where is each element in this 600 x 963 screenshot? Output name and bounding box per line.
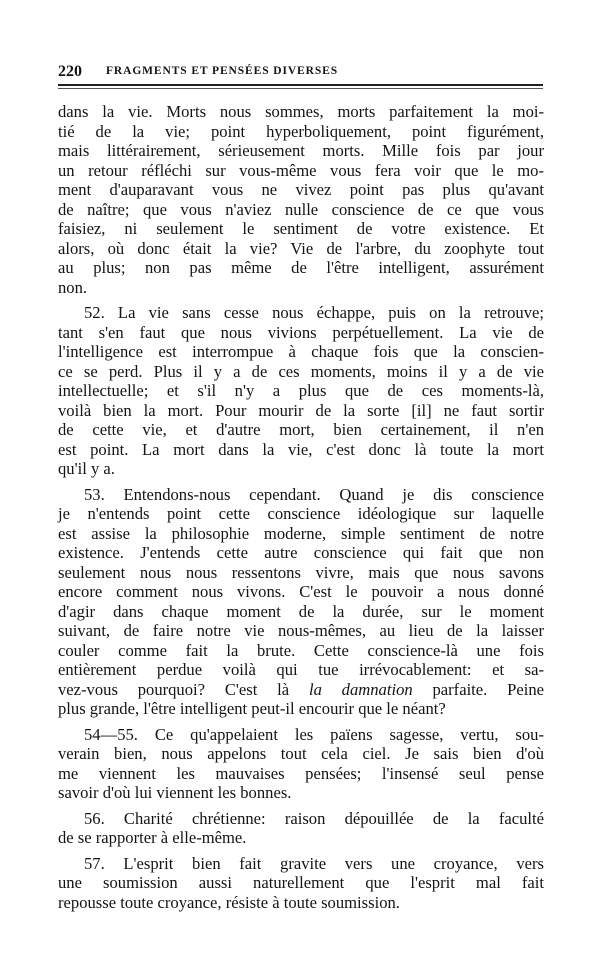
- text-line: je n'entends point cette conscience idéologique sur laquelle: [58, 504, 544, 523]
- emphasis: la damnation: [308, 679, 413, 699]
- text-line: savoir d'où lui viennent les bonnes.: [58, 783, 292, 802]
- running-head: [58, 63, 542, 85]
- text-line: 57. L'esprit bien fait gravite vers une croyance, vers: [84, 853, 544, 873]
- text-line: une soumission aussi naturellement que l'esprit mal fait: [58, 873, 544, 892]
- text-line: de cette vie, et d'autre mort, bien certainement, il n'en: [58, 420, 544, 439]
- text-line: verain bien, nous appelons tout cela ciel. Je sais bien d'où: [58, 744, 544, 763]
- text-line: 52. La vie sans cesse nous échappe, puis on la retrouve;: [84, 303, 544, 322]
- text-line: [58, 680, 544, 700]
- text-line: suivant, de faire notre vie nous-mêmes, au lieu de la laisser: [58, 621, 544, 640]
- text-line: est point. La mort dans la vie, c'est donc là toute la mort: [58, 439, 544, 459]
- text-line: tié de la vie; point hyperboliquement, point figurément,: [58, 121, 544, 141]
- running-title: FRAGMENTS ET PENSÉES DIVERSES: [106, 65, 338, 77]
- text-line: entièrement perdue voilà qui tue irrévocablement: et sa-: [58, 660, 544, 679]
- text-line: est assise la philosophie moderne, simple sentiment de notre: [58, 523, 544, 543]
- text-line: plus grande, l'être intelligent peut-il encourir que le néant?: [58, 699, 446, 718]
- text-line: non.: [58, 277, 88, 297]
- text-line: tant s'en faut que nous vivions perpétuellement. La vie de: [58, 322, 544, 342]
- header-rule: [58, 84, 543, 86]
- header-rule-thin: [58, 88, 543, 89]
- text-line: encore comment nous vivons. C'est le pouvoir a nous donné: [58, 582, 544, 601]
- text-line: 54—55. Ce qu'appelaient les païens sagesse, vertu, sou-: [84, 724, 544, 744]
- text-line: au plus; non pas même de l'être intelligent, assurément: [58, 258, 544, 277]
- text-run: parfaite. Peine: [412, 679, 544, 699]
- text-line: repousse toute croyance, résiste à toute soumission.: [58, 892, 400, 912]
- text-line: voilà bien la mort. Pour mourir de la sorte [il] ne faut sortir: [58, 400, 544, 420]
- paragraph: [58, 809, 544, 848]
- text-line: ce se perd. Plus il y a de ces moments, moins il y a de vie: [58, 361, 544, 381]
- text-line: existence. J'entends cette autre conscience qui fait que non: [58, 543, 544, 562]
- text-line: faisiez, ni seulement le sentiment de votre existence. Et: [58, 219, 544, 238]
- text-line: dans la vie. Morts nous sommes, morts parfaitement la moi-: [58, 102, 544, 121]
- text-line: d'agir dans chaque moment de la durée, sur le moment: [58, 601, 544, 621]
- text-line: 56. Charité chrétienne: raison dépouillée de la faculté: [84, 808, 544, 828]
- text-line: l'intelligence est interrompue à chaque fois que la conscien-: [58, 342, 544, 361]
- page-number: 220: [58, 63, 82, 80]
- text-line: 53. Entendons-nous cependant. Quand je dis conscience: [84, 484, 544, 504]
- text-line: qu'il y a.: [58, 459, 115, 478]
- text-run: vez-vous pourquoi? C'est là: [58, 679, 309, 699]
- text-line: de se rapporter à elle-même.: [58, 828, 247, 847]
- paragraph: [58, 725, 544, 803]
- text-line: seulement nous nous ressentons vivre, mais que nous savons: [58, 562, 544, 582]
- text-line: un retour réfléchi sur vous-même vous fera voir que le mo-: [58, 160, 544, 180]
- paragraph: [58, 303, 544, 479]
- text-line: mais littérairement, sérieusement morts. Mille fois par jour: [58, 141, 544, 160]
- paragraph: [58, 102, 544, 297]
- text-line: de naître; que vous n'aviez nulle conscience de ce que vous: [58, 199, 544, 219]
- text-line: intellectuelle; et s'il n'y a plus que de ces moments-là,: [58, 381, 544, 400]
- text-line: couler comme fait la brute. Cette conscience-là une fois: [58, 640, 544, 660]
- text-line: ment d'auparavant vous ne vivez point pas plus qu'avant: [58, 180, 544, 199]
- text-line: alors, où donc était la vie? Vie de l'arbre, du zoophyte tout: [58, 238, 544, 258]
- paragraph: [58, 854, 544, 913]
- text-line: me viennent les mauvaises pensées; l'insensé seul pense: [58, 763, 544, 783]
- paragraph: [58, 485, 544, 719]
- body-text: [58, 102, 544, 912]
